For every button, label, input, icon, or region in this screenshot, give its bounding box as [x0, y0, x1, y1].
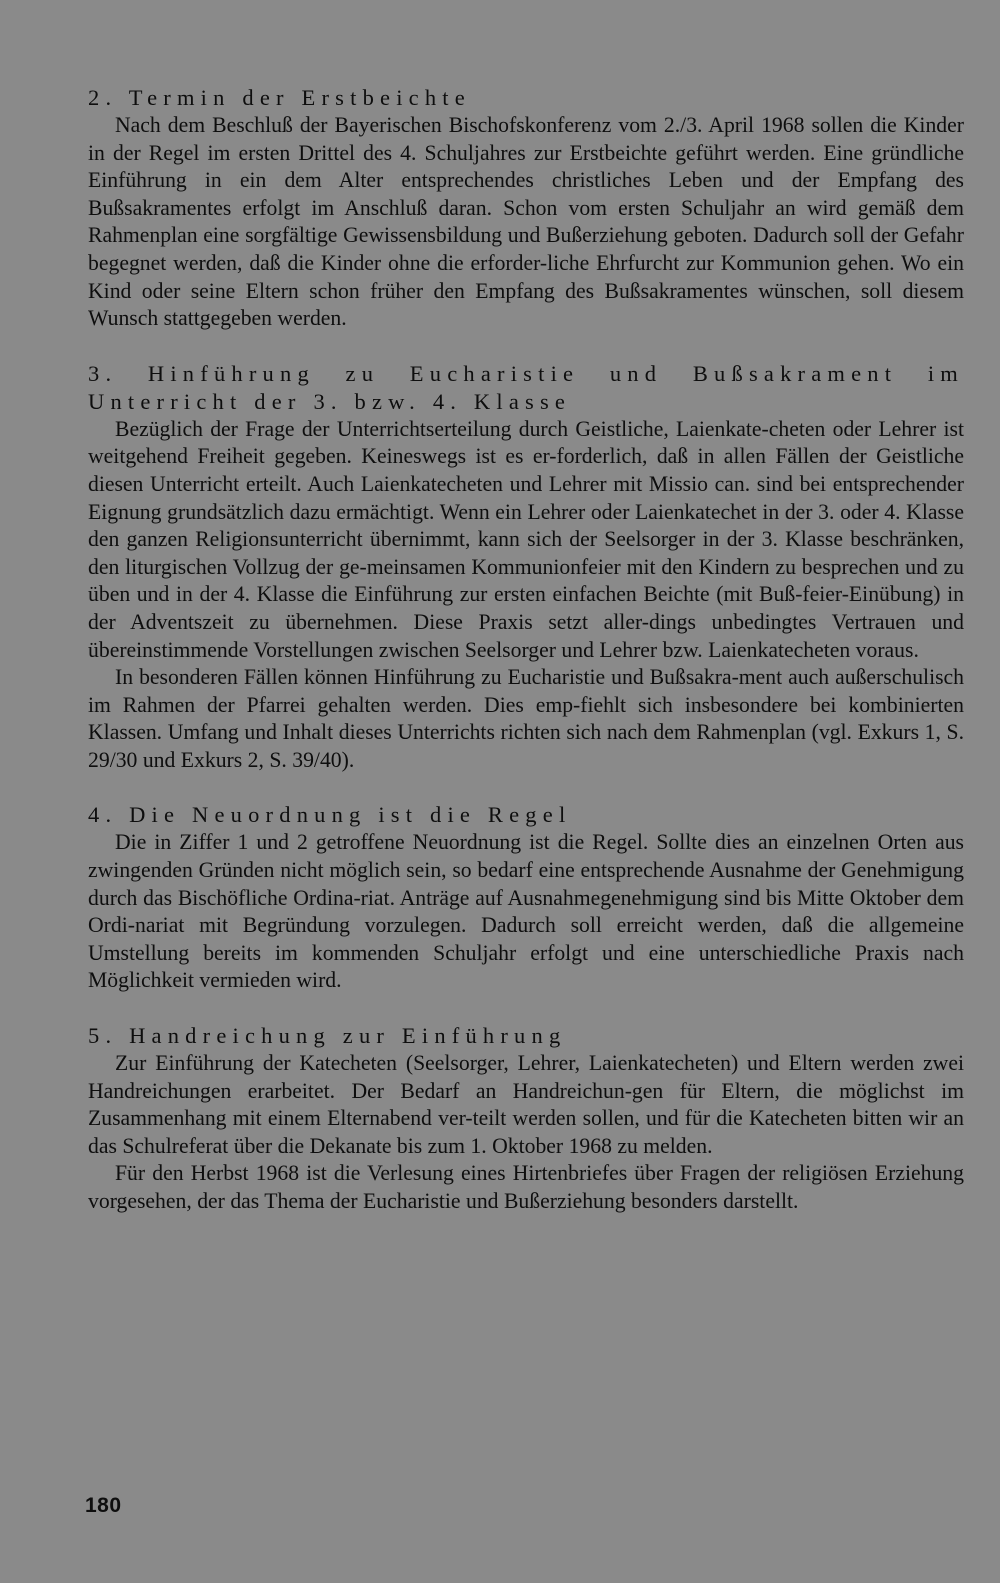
section-heading: 3. Hinführung zu Eucharistie und Bußsakrament im Unterricht der 3. bzw. 4. Klasse — [88, 360, 964, 414]
document-page — [88, 84, 964, 1216]
page-number: 180 — [85, 1494, 122, 1517]
paragraph: In besonderen Fällen können Hinführung zu Eucharistie und Bußsakra-ment auch außerschulisch im Rahmen der Pfarrei gehalten werden. Dies emp-fiehlt sich insbesondere bei kombinierten Klassen. Umfang und Inhalt dieses Unterrichts richten sich nach dem Rahmenplan (vgl. Exkurs 1, S. 29/30 und Exkurs 2, S. 39/40). — [88, 665, 964, 772]
section-neuordnung — [88, 801, 964, 995]
section-gap — [88, 995, 964, 1022]
section-heading: 4. Die Neuordnung ist die Regel — [88, 802, 572, 828]
paragraph: Bezüglich der Frage der Unterrichtserteilung durch Geistliche, Laienkate-cheten oder Lehrer ist weitgehend Freiheit gegeben. Keineswegs ist es er-forderlich, daß in allen Fällen der Geistliche diesen Unterricht erteilt. Auch Laienkatecheten und Lehrer mit Missio can. sind bei entsprechender Eignung grundsätzlich dazu ermächtigt. Wenn ein Lehrer oder Laienkatechet in der 3. oder 4. Klasse den ganzen Religionsunterricht übernimmt, kann sich der Seelsorger in der 3. Klasse beschränken, den liturgischen Vollzug der ge-meinsamen Kommunionfeier mit den Kindern zu besprechen und zu üben und in der 4. Klasse die Einführung zur ersten einfachen Beichte (mit Buß-feier-Einübung) in der Adventszeit zu übernehmen. Diese Praxis setzt aller-dings unbedingtes Vertrauen und übereinstimmende Vorstellungen zwischen Seelsorger und Lehrer bzw. Laienkatecheten voraus. — [88, 416, 964, 662]
section-termin-erstbeichte — [88, 84, 964, 333]
section-heading: 2. Termin der Erstbeichte — [88, 85, 471, 110]
paragraph: Für den Herbst 1968 ist die Verlesung eines Hirtenbriefes über Fragen der religiösen Erziehung vorgesehen, der das Thema der Eucharistie und Bußerziehung besonders darstellt. — [88, 1161, 964, 1213]
section-heading: 5. Handreichung zur Einführung — [88, 1023, 567, 1049]
section-hinfuehrung — [88, 360, 964, 775]
section-handreichung — [88, 1022, 964, 1216]
section-gap — [88, 333, 964, 360]
paragraph: Nach dem Beschluß der Bayerischen Bischofskonferenz vom 2./3. April 1968 sollen die Kinder in der Regel im ersten Drittel des 4. Schuljahres zur Erstbeichte geführt werden. Eine gründliche Einführung in ein dem Alter entsprechendes christliches Leben und der Empfang des Bußsakramentes erfolgt im Anschluß daran. Schon vom ersten Schuljahr an wird gemäß dem Rahmenplan eine sorgfältige Gewissensbildung und Bußerziehung geboten. Dadurch soll der Gefahr begegnet werden, daß die Kinder ohne die erforder-liche Ehrfurcht zur Kommunion gehen. Wo ein Kind oder seine Eltern schon früher den Empfang des Bußsakramentes wünschen, soll diesem Wunsch stattgegeben werden. — [88, 113, 964, 331]
section-gap — [88, 774, 964, 801]
paragraph: Zur Einführung der Katecheten (Seelsorger, Lehrer, Laienkatecheten) und Eltern werden zwei Handreichungen erarbeitet. Der Bedarf an Handreichun-gen für Eltern, die möglichst im Zusammenhang mit einem Elternabend ver-teilt werden sollen, und für die Katecheten bitten wir an das Schulreferat über die Dekanate bis zum 1. Oktober 1968 zu melden. — [88, 1051, 964, 1158]
paragraph: Die in Ziffer 1 und 2 getroffene Neuordnung ist die Regel. Sollte dies an einzelnen Orten aus zwingenden Gründen nicht möglich sein, so bedarf eine entsprechende Ausnahme der Genehmigung durch das Bischöfliche Ordina-riat. Anträge auf Ausnahmegenehmigung sind bis Mitte Oktober dem Ordi-nariat mit Begründung vorzulegen. Dadurch soll erreicht werden, daß die allgemeine Umstellung bereits im kommenden Schuljahr erfolgt und eine unterschiedliche Praxis nach Möglichkeit vermieden wird. — [88, 830, 964, 993]
